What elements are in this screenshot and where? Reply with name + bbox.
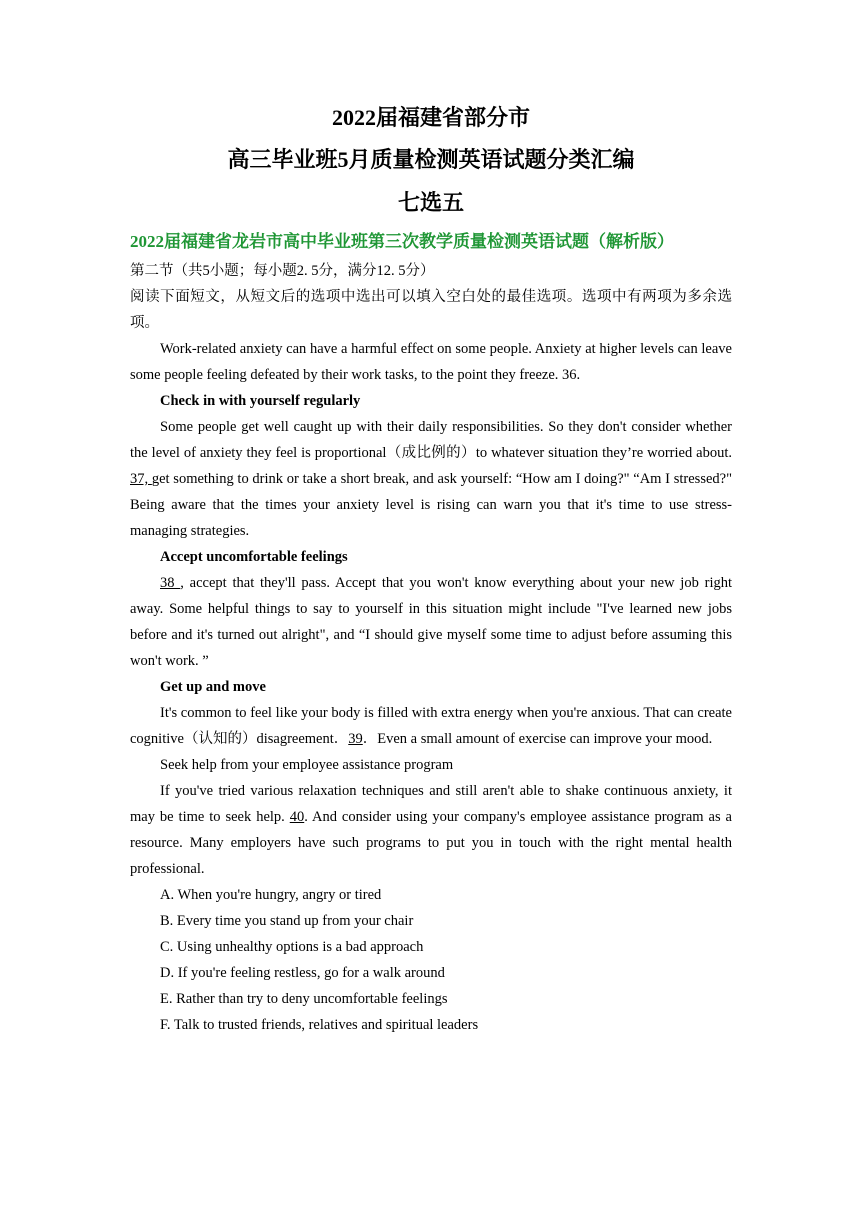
option-a: A. When you're hungry, angry or tired — [160, 887, 382, 903]
paragraph-5-text-b: . And consider using your company's employee assistance program as a resource. Many employers have such programs to put you in touch with the right mental health professional. — [130, 809, 732, 877]
blank-40: 40 — [289, 809, 305, 825]
paragraph-2-text-b: get something to drink or take a short break, and ask yourself: “How am I doing?" “Am I stressed?" Being aware that the times your anxiety level is rising can warn you that it's time to use stress-managing strategies. — [130, 471, 732, 539]
option-d: D. If you're feeling restless, go for a walk around — [160, 965, 445, 981]
option-c: C. Using unhealthy options is a bad approach — [160, 939, 424, 955]
paragraph-4-text-b: ．Even a small amount of exercise can improve your mood. — [362, 731, 713, 747]
blank-37: 37, — [130, 471, 152, 487]
options-list — [130, 882, 732, 1038]
paragraph-5 — [130, 778, 732, 882]
blank-38: 38 — [160, 575, 181, 591]
section-title: 2022届福建省龙岩市高中毕业班第三次教学质量检测英语试题（解析版） — [130, 232, 674, 251]
paragraph-5-text-a: If you've tried various relaxation techniques and still aren't able to shake continuous anxiety, it may be time to seek help. — [130, 783, 732, 825]
paragraph-2-text-a: Some people get well caught up with their daily responsibilities. So they don't consider whether the level of anxiety they feel is proportional（成比例的）to whatever situation they’re worried about. — [130, 419, 732, 461]
subheading-get-up: Get up and move — [160, 679, 266, 695]
part-heading: 第二节（共5小题；每小题2. 5分，满分12. 5分） — [130, 263, 435, 279]
paragraph-3 — [130, 570, 732, 674]
paragraph-4 — [130, 700, 732, 752]
paragraph-4-text-a: It's common to feel like your body is filled with extra energy when you're anxious. That can create cognitive（认知的）disagreement． — [130, 705, 732, 747]
subheading-accept: Accept uncomfortable feelings — [160, 549, 348, 565]
paragraph-1: Work-related anxiety can have a harmful effect on some people. Anxiety at higher levels can leave some people feeling defeated by their work tasks, to the point they freeze. 36. — [130, 341, 732, 383]
option-f: F. Talk to trusted friends, relatives and spiritual leaders — [160, 1017, 479, 1033]
blank-39: 39 — [348, 731, 363, 747]
instruction-text: 阅读下面短文，从短文后的选项中选出可以填入空白处的最佳选项。选项中有两项为多余选项。 — [130, 289, 732, 331]
option-e: E. Rather than try to deny uncomfortable feelings — [160, 991, 448, 1007]
paragraph-2 — [130, 414, 732, 544]
subheading-check-in: Check in with yourself regularly — [160, 393, 361, 409]
doc-title-line3: 七选五 — [397, 190, 464, 215]
doc-title-line1: 2022届福建省部分市 — [331, 105, 530, 130]
doc-title-line2: 高三毕业班5月质量检测英语试题分类汇编 — [227, 147, 635, 172]
option-b: B. Every time you stand up from your chair — [160, 913, 414, 929]
paragraph-3-text: , accept that they'll pass. Accept that you won't know everything about your new job right away. Some helpful things to say to yourself in this situation might include "I've learned new jobs before and it's turned out alright", and “I should give myself some time to adjust before assuming this won't work. ” — [130, 575, 733, 669]
subheading-seek-help: Seek help from your employee assistance program — [160, 757, 454, 773]
